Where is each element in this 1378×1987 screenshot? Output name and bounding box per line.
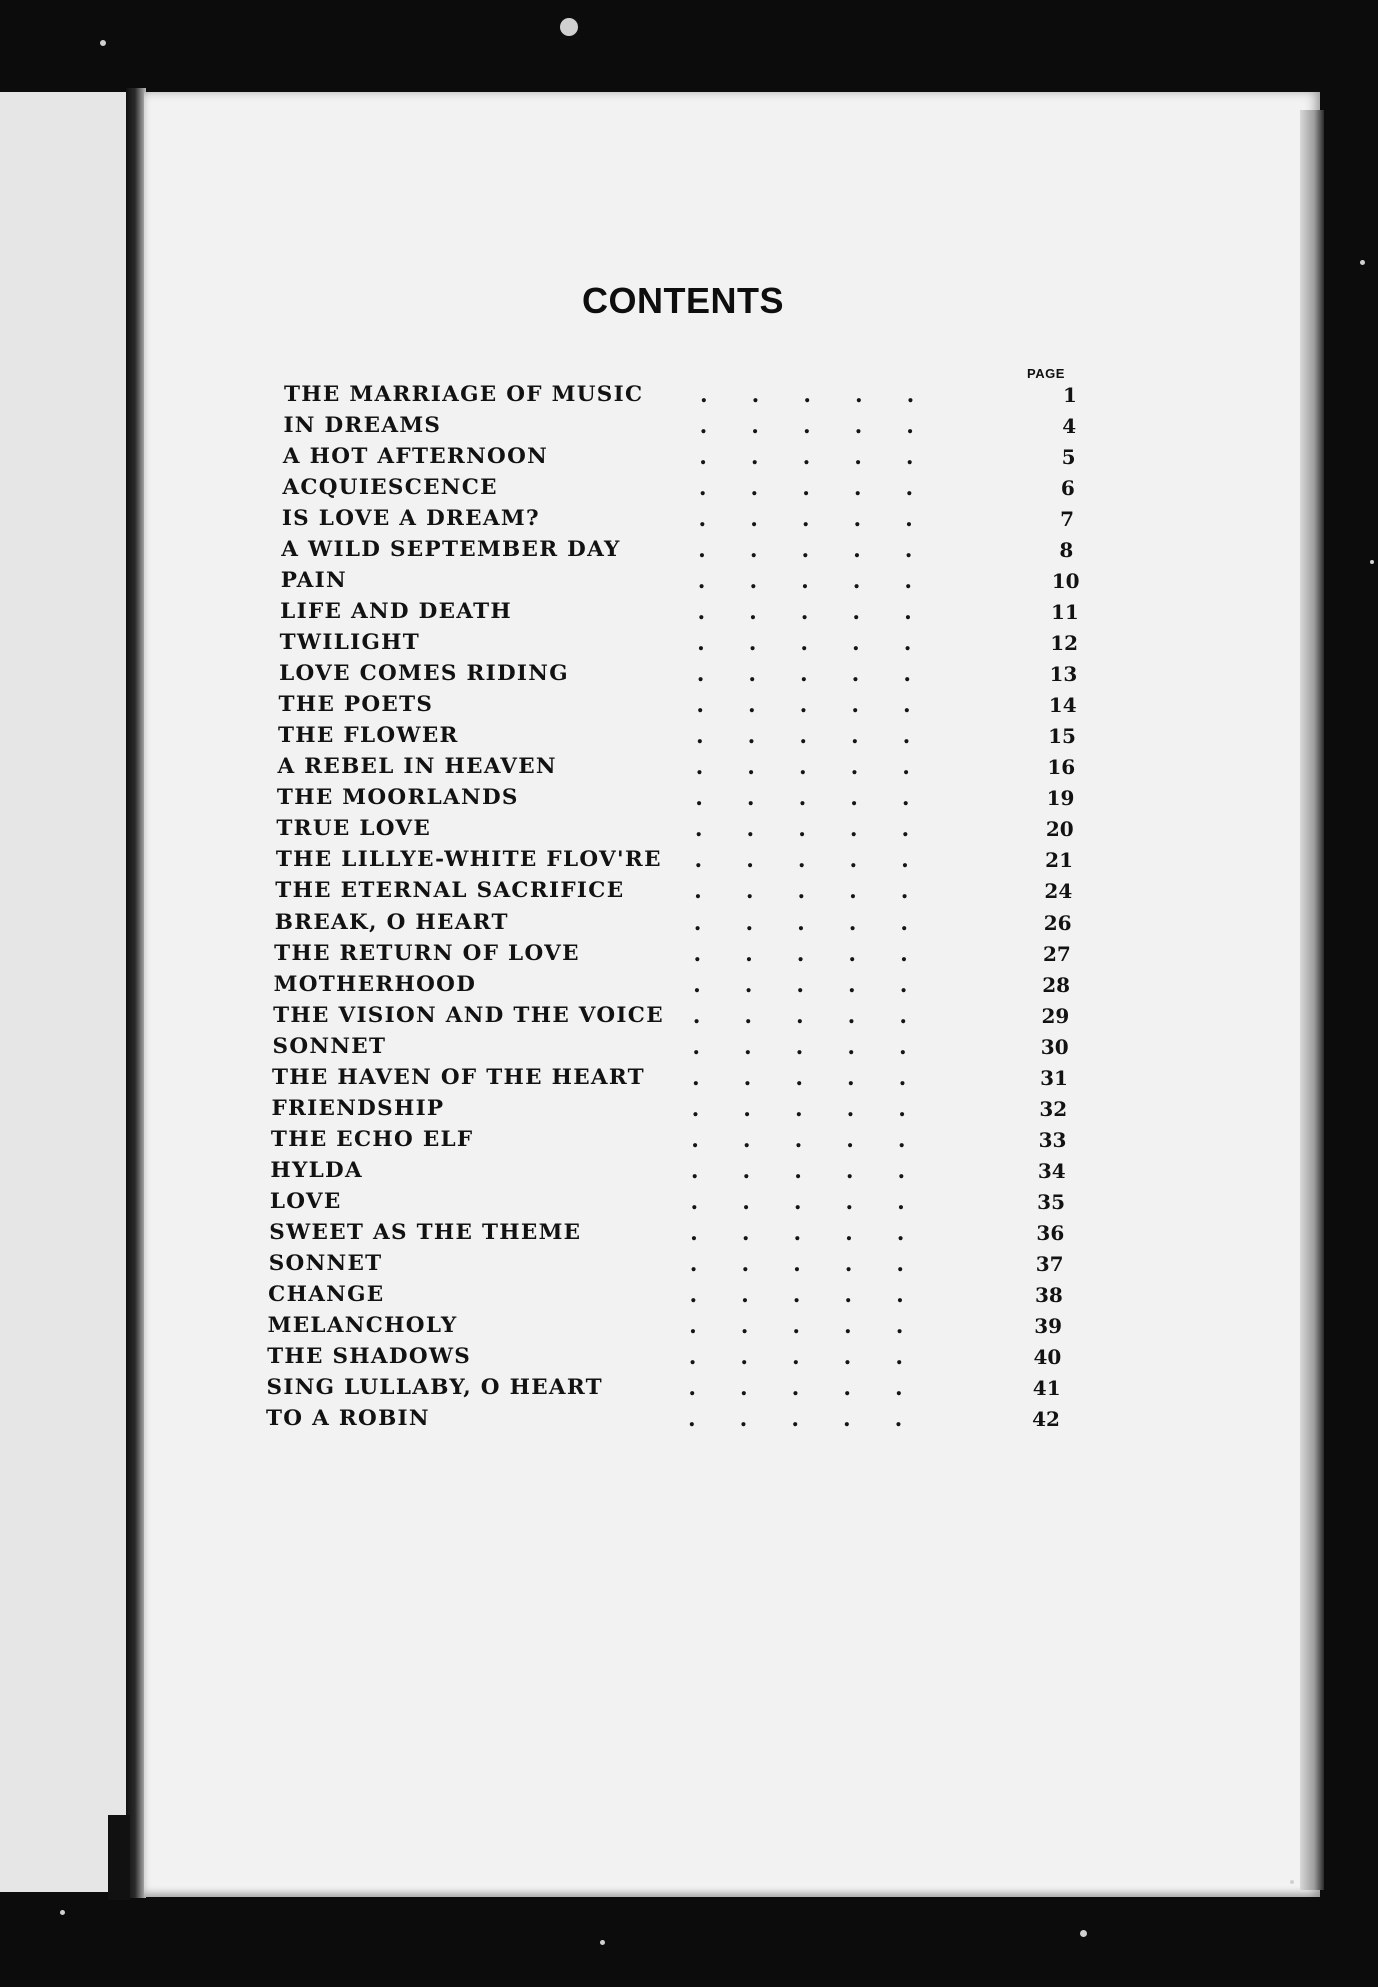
toc-entry [283, 411, 1103, 441]
toc-entry-title: ACQUIESCENCE [282, 475, 498, 501]
toc-entry [281, 566, 1101, 596]
toc-entry-title: A REBEL IN HEAVEN [277, 754, 557, 780]
toc-entry [276, 814, 1096, 844]
toc-entry [274, 970, 1094, 1000]
dot-leader: . . . . . [695, 754, 910, 781]
toc-entry-page: 31 [1040, 1065, 1068, 1090]
dot-leader: . . . . . [688, 1374, 903, 1401]
dot-leader: . . . . . [698, 506, 913, 533]
toc-entry [271, 1125, 1091, 1155]
toc-entry-title: IN DREAMS [283, 413, 442, 439]
toc-entry [270, 1187, 1090, 1217]
dot-leader: . . . . . [694, 816, 910, 843]
toc-entry [267, 1342, 1087, 1372]
dot-leader: . . . . . [699, 444, 914, 471]
scan-speck [1360, 260, 1365, 265]
toc-entry-page: 20 [1045, 817, 1074, 842]
toc-entry [273, 1032, 1093, 1062]
toc-entry-title: TO A ROBIN [266, 1406, 430, 1431]
contents-heading: CONTENTS [582, 280, 784, 321]
toc-entry-page: 12 [1050, 631, 1079, 656]
toc-entry-page: 19 [1046, 786, 1075, 811]
toc-entry-title: BREAK, O HEART [274, 909, 509, 935]
dot-leader: . . . . . [688, 1343, 903, 1370]
toc-entry-title: LIFE AND DEATH [280, 599, 512, 625]
toc-entry [273, 1001, 1093, 1031]
toc-entry [272, 1063, 1092, 1093]
toc-entry-page: 34 [1037, 1158, 1066, 1183]
toc-entry [279, 690, 1099, 720]
toc-entry [277, 783, 1097, 813]
toc-entry [277, 752, 1097, 782]
scan-speck [560, 18, 578, 36]
dot-leader: . . . . . [700, 382, 915, 408]
toc-entry-title: HYLDA [270, 1157, 363, 1183]
scan-speck [60, 1910, 65, 1915]
toc-entry-title: SING LULLABY, O HEART [266, 1374, 603, 1400]
dot-leader: . . . . . [688, 1406, 903, 1432]
toc-entry-title: TRUE LOVE [276, 816, 432, 842]
toc-entry-page: 37 [1035, 1251, 1064, 1276]
toc-entry-page: 21 [1045, 848, 1073, 873]
dot-leader: . . . . . [695, 785, 910, 812]
toc-entry [279, 659, 1099, 689]
toc-entry-title: FRIENDSHIP [271, 1095, 445, 1121]
toc-entry [283, 442, 1103, 472]
toc-entry-title: THE ECHO ELF [270, 1126, 474, 1152]
toc-entry-title: A WILD SEPTEMBER DAY [281, 537, 621, 563]
scan-speck [600, 1940, 605, 1945]
toc-entry [280, 597, 1100, 627]
toc-entry [269, 1249, 1089, 1279]
scan-speck [1290, 1880, 1294, 1884]
page-column-label: PAGE [1027, 366, 1065, 381]
toc-entry [268, 1280, 1088, 1310]
toc-entry-page: 15 [1048, 724, 1076, 749]
dot-leader: . . . . . [689, 1312, 904, 1339]
toc-entry-page: 28 [1042, 972, 1071, 997]
toc-entry [275, 908, 1095, 938]
toc-entry-title: LOVE [269, 1188, 342, 1214]
toc-entry-page: 36 [1036, 1220, 1065, 1245]
dot-leader: . . . . . [699, 413, 914, 440]
toc-entry-title: A HOT AFTERNOON [282, 444, 549, 470]
toc-entry-page: 40 [1033, 1344, 1062, 1369]
dot-leader: . . . . . [698, 475, 914, 502]
dot-leader: . . . . . [689, 1281, 904, 1308]
scan-speck [100, 40, 106, 46]
dot-leader: . . . . . [692, 1002, 907, 1029]
toc-entry [276, 845, 1096, 875]
toc-entry-page: 39 [1034, 1313, 1063, 1338]
toc-entry-page: 8 [1059, 538, 1074, 563]
dot-leader: . . . . . [690, 1157, 906, 1184]
dot-leader: . . . . . [694, 878, 909, 905]
toc-entry [278, 721, 1098, 751]
toc-entry [275, 876, 1095, 906]
toc-entry-page: 6 [1060, 476, 1075, 501]
toc-entry-page: 1 [1063, 383, 1077, 407]
dot-leader: . . . . . [693, 940, 908, 967]
toc-entry-title: THE POETS [278, 692, 434, 718]
dot-leader: . . . . . [690, 1188, 905, 1215]
toc-entry-title: THE VISION AND THE VOICE [273, 1002, 664, 1028]
toc-entry-page: 35 [1037, 1189, 1065, 1214]
dot-leader: . . . . . [696, 723, 911, 750]
toc-entry-page: 33 [1038, 1127, 1067, 1152]
toc-entry [274, 939, 1094, 969]
toc-entry-page: 24 [1044, 879, 1073, 904]
toc-entry-title: CHANGE [268, 1281, 385, 1307]
dot-leader: . . . . . [693, 971, 908, 998]
toc-entry-title: THE FLOWER [278, 723, 459, 749]
toc-entry-page: 41 [1032, 1375, 1061, 1400]
dot-leader: . . . . . [697, 568, 913, 595]
toc-entry-title: MELANCHOLY [267, 1312, 458, 1338]
toc-entry-title: THE HAVEN OF THE HEART [272, 1064, 645, 1090]
toc-entry-page: 11 [1050, 600, 1079, 625]
scan-speck [1370, 560, 1374, 564]
dot-leader: . . . . . [697, 599, 912, 626]
dot-leader: . . . . . [694, 847, 909, 874]
dot-leader: . . . . . [693, 909, 909, 936]
toc-entry [282, 504, 1102, 534]
scan-speck [1080, 1930, 1087, 1937]
toc-entry-title: SWEET AS THE THEME [269, 1219, 582, 1245]
toc-entry-page: 5 [1061, 445, 1076, 470]
toc-entry [284, 380, 1104, 410]
toc-entry [280, 628, 1100, 658]
toc-entry [271, 1094, 1091, 1124]
toc-entry-title: THE RETURN OF LOVE [274, 940, 580, 966]
toc-entry-page: 26 [1043, 910, 1072, 935]
toc-entry-page: 32 [1039, 1096, 1068, 1121]
dot-leader: . . . . . [690, 1219, 905, 1246]
toc-entry [282, 473, 1102, 503]
toc-entry-title: LOVE COMES RIDING [279, 661, 569, 687]
dot-leader: . . . . . [691, 1095, 906, 1122]
toc-entry-title: SONNET [268, 1250, 383, 1276]
toc-entry [266, 1404, 1086, 1434]
dot-leader: . . . . . [692, 1064, 907, 1091]
toc-entry-title: SONNET [272, 1033, 387, 1059]
toc-entry-title: IS LOVE A DREAM? [281, 506, 540, 532]
toc-entry-page: 4 [1062, 414, 1077, 439]
toc-entry-title: THE ETERNAL SACRIFICE [275, 878, 625, 904]
toc-entry-title: THE MOORLANDS [276, 785, 519, 811]
toc-entry-page: 13 [1049, 662, 1078, 687]
toc-entry-page: 29 [1041, 1003, 1070, 1028]
toc-entry-page: 30 [1040, 1034, 1069, 1059]
dot-leader: . . . . . [697, 630, 912, 657]
toc-entry-page: 10 [1051, 569, 1080, 594]
toc-entry-page: 7 [1060, 507, 1075, 532]
toc-entry [270, 1156, 1090, 1186]
dot-leader: . . . . . [692, 1033, 907, 1060]
toc-entry-page: 38 [1034, 1282, 1063, 1307]
dot-leader: . . . . . [689, 1250, 905, 1277]
toc-entry-page: 16 [1047, 755, 1076, 780]
toc-entry-title: THE LILLYE-WHITE FLOV'RE [275, 847, 662, 873]
toc-entry [267, 1373, 1087, 1403]
toc-entry [269, 1218, 1089, 1248]
toc-entry [281, 535, 1101, 565]
toc-entry-page: 27 [1042, 941, 1071, 966]
toc-entry-page: 14 [1048, 693, 1077, 718]
toc-entry-title: PAIN [280, 568, 347, 594]
toc-entry-title: THE SHADOWS [267, 1343, 472, 1369]
toc-entry [268, 1311, 1088, 1341]
dot-leader: . . . . . [696, 692, 911, 719]
toc-entry-page: 42 [1032, 1407, 1060, 1431]
dot-leader: . . . . . [698, 537, 913, 564]
toc-entry-title: THE MARRIAGE OF MUSIC [284, 382, 644, 407]
toc-entry-title: TWILIGHT [279, 630, 421, 656]
dot-leader: . . . . . [696, 661, 911, 688]
toc-entry-title: MOTHERHOOD [273, 971, 477, 997]
dot-leader: . . . . . [691, 1126, 906, 1153]
